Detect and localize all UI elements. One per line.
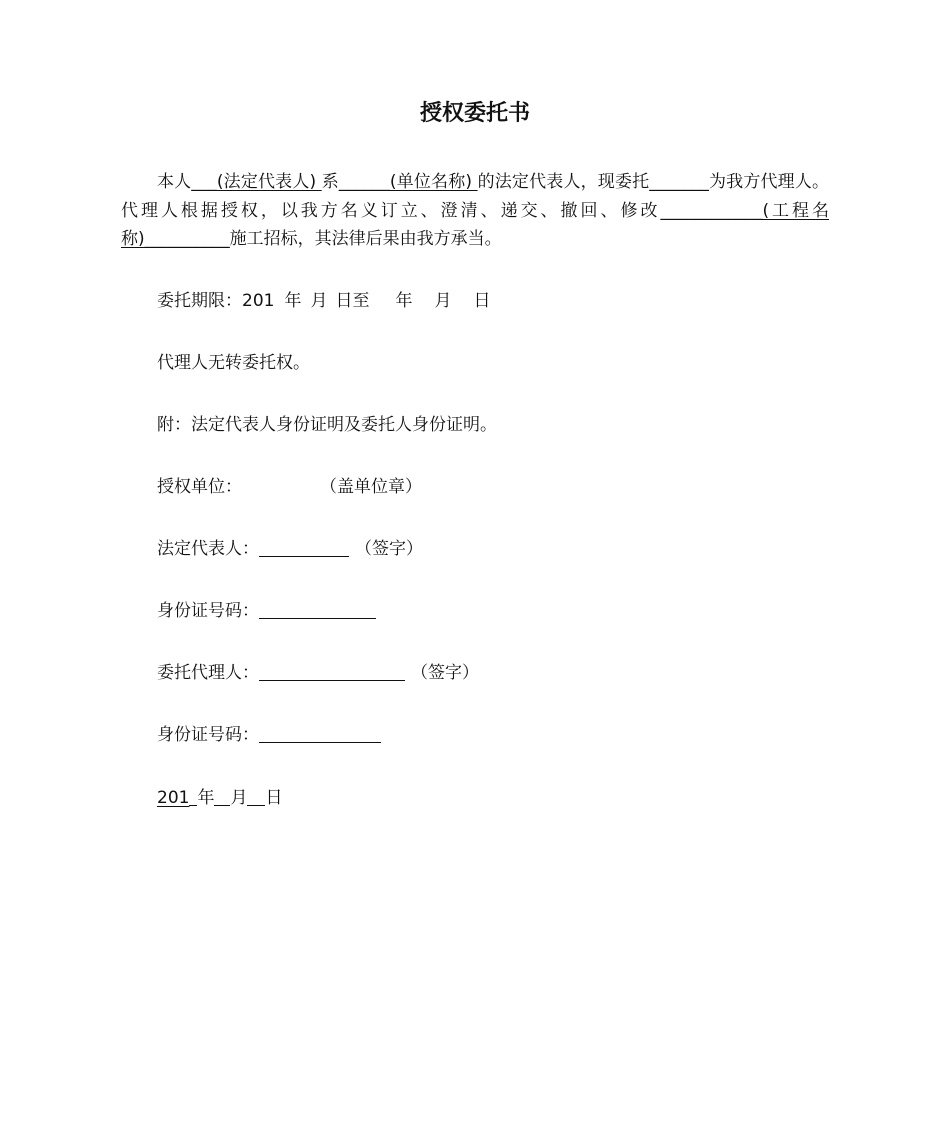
date-year-prefix: 201 bbox=[157, 788, 190, 808]
legal-rep-blank: ___(法定代表人) bbox=[191, 172, 322, 192]
date-year: 年 bbox=[197, 788, 215, 808]
date-month-blank[interactable] bbox=[214, 787, 230, 806]
id-number-blank-2[interactable] bbox=[259, 724, 381, 743]
intro-text-2: 系 bbox=[321, 172, 339, 192]
no-transfer-line: 代理人无转委托权。 bbox=[157, 353, 310, 373]
attachment-line: 附：法定代表人身份证明及委托人身份证明。 bbox=[157, 415, 497, 435]
legal-rep-signature-blank[interactable] bbox=[259, 538, 349, 557]
intro-text-5: 施工招标，其法律后果由我方承当。 bbox=[229, 229, 502, 249]
period-year: 年 bbox=[284, 291, 302, 311]
period-day-2: 日 bbox=[473, 291, 491, 311]
id-number-line-2 bbox=[157, 722, 381, 748]
agent-blank: _______ bbox=[649, 172, 709, 192]
date-month: 月 bbox=[230, 788, 248, 808]
unit-label: 授权单位： bbox=[157, 477, 242, 497]
period-year-prefix: 201 bbox=[242, 291, 275, 311]
agent-signature-blank[interactable] bbox=[259, 662, 405, 681]
id-number-blank-1[interactable] bbox=[259, 600, 376, 619]
agent-label: 委托代理人： bbox=[157, 663, 259, 683]
date-day: 日 bbox=[265, 788, 283, 808]
date-day-blank[interactable] bbox=[247, 787, 265, 806]
document-title: 授权委托书 bbox=[419, 101, 530, 126]
seal-note: （盖单位章） bbox=[320, 477, 422, 497]
intro-text-1: 本人 bbox=[157, 172, 192, 192]
id-label-1: 身份证号码： bbox=[157, 601, 259, 621]
project-name-blank: ____________(工程名称)__________ bbox=[121, 200, 830, 249]
agent-sign-note: （签字） bbox=[411, 663, 479, 683]
intro-text-3: 的法定代表人，现委托 bbox=[477, 172, 650, 192]
unit-name-blank: ______(单位名称) bbox=[338, 172, 478, 192]
id-label-2: 身份证号码： bbox=[157, 725, 259, 745]
period-year-2: 年 bbox=[395, 291, 413, 311]
period-day-to: 日至 bbox=[335, 291, 370, 311]
intro-text-4: 为我方代理人。代理人根据授权，以我方名义订立、澄清、递交、撤回、修改 bbox=[121, 172, 830, 221]
intro-paragraph bbox=[121, 168, 829, 254]
period-label: 委托期限： bbox=[157, 291, 242, 311]
agent-line bbox=[157, 660, 479, 686]
period-month: 月 bbox=[310, 291, 328, 311]
entrust-period-line bbox=[157, 288, 490, 314]
legal-rep-sign-note: （签字） bbox=[355, 539, 423, 559]
legal-rep-label: 法定代表人： bbox=[157, 539, 259, 559]
authorizing-unit-line bbox=[157, 474, 422, 500]
period-month-2: 月 bbox=[434, 291, 452, 311]
date-line bbox=[157, 785, 282, 811]
id-number-line-1 bbox=[157, 598, 376, 624]
legal-rep-line bbox=[157, 536, 423, 562]
